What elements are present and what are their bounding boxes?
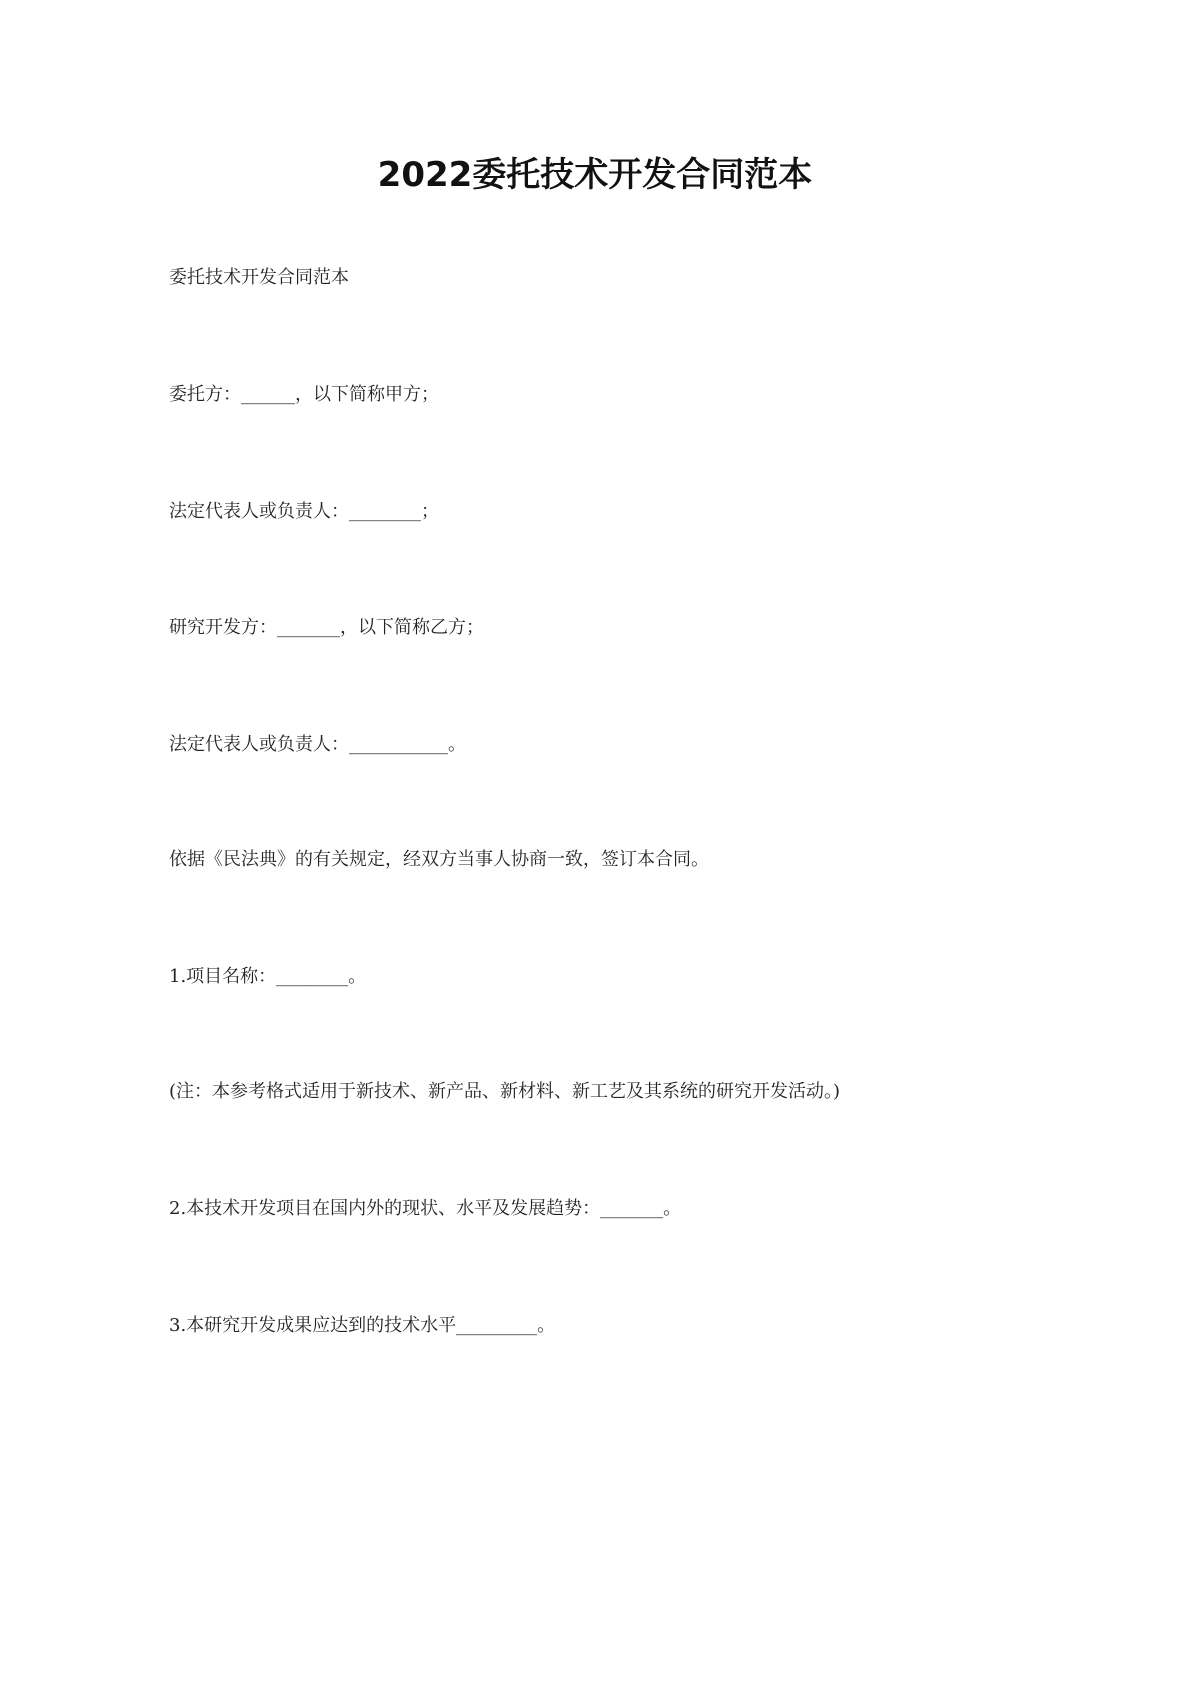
paragraph-note: (注：本参考格式适用于新技术、新产品、新材料、新工艺及其系统的研究开发活动。) xyxy=(169,1081,841,1102)
paragraph-client: 委托方：______，以下简称甲方； xyxy=(169,384,439,405)
paragraph-developer: 研究开发方：_______，以下简称乙方； xyxy=(169,617,484,638)
subtitle: 委托技术开发合同范本 xyxy=(169,267,349,288)
paragraph-item-1: 1.项目名称：________。 xyxy=(169,966,367,987)
paragraph-developer-representative: 法定代表人或负责人：___________。 xyxy=(169,734,466,755)
document-title: 2022委托技术开发合同范本 xyxy=(377,155,813,195)
paragraph-client-representative: 法定代表人或负责人：________； xyxy=(169,501,439,522)
paragraph-item-2: 2.本技术开发项目在国内外的现状、水平及发展趋势：_______。 xyxy=(169,1198,682,1219)
paragraph-item-3: 3.本研究开发成果应达到的技术水平_________。 xyxy=(169,1315,556,1336)
paragraph-legal-basis: 依据《民法典》的有关规定，经双方当事人协商一致，签订本合同。 xyxy=(169,849,709,870)
